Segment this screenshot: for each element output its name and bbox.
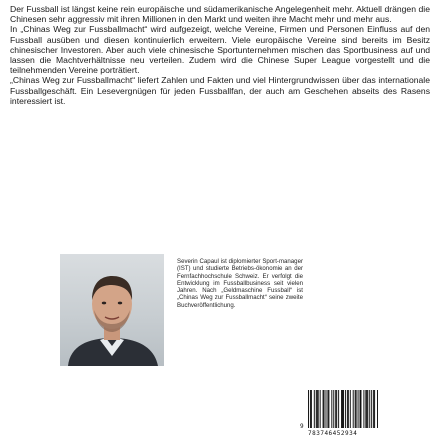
author-portrait-illustration <box>60 254 164 366</box>
isbn-barcode <box>300 390 380 438</box>
author-photo <box>60 254 164 366</box>
blurb-paragraph-3: „Chinas Weg zur Fussballmacht“ liefert Zahlen und Fakten und viel Hintergrundwissen über das internationale Fussballgeschäft. Ein Lesevergnügen für jeden Fussballfan, der auch am Geschehen abseits des Rasens interessiert ist. <box>10 75 430 106</box>
blurb-paragraph-2: In „Chinas Weg zur Fussballmacht“ wird aufgezeigt, welche Vereine, Firmen und Personen Einfluss auf den Fussball ausüben und diesen kontinuierlich erweitern. Viele europäische Vereine sind bereits im Besitz chinesischer Investoren. Aber auch viele chinesische Sportunternehmen mischen das Sportbusiness auf und lassen die Machtverhältnisse neu verteilen. Zudem wird die Chinese Super League vorgestellt und die teilnehmenden Vereine porträtiert. <box>10 24 430 76</box>
barcode-bars <box>308 390 378 430</box>
author-bio: Severin Capaul ist diplomierter Sport-manager (IST) und studierte Betriebs-ökonomie an der Fernfachhochschule Schweiz. Er verfolgt die Entwicklung im Fussballbusiness seit vielen Jahren. Nach „Geldmaschine Fussball“ ist „Chinas Weg zur Fussballmacht“ seine zweite Buchveröffentlichung. <box>177 258 303 309</box>
barcode-prefix-digit: 9 <box>300 423 304 430</box>
barcode-digits: 783746452934 <box>308 430 358 437</box>
back-cover-blurb <box>10 4 430 106</box>
blurb-paragraph-1: Der Fussball ist längst keine rein europäische und südamerikanische Angelegenheit mehr. Aktuell drängen die Chinesen sehr aggressiv mit ihren Millionen in den Markt und weiten ihre Macht mehr und mehr aus. <box>10 4 430 25</box>
